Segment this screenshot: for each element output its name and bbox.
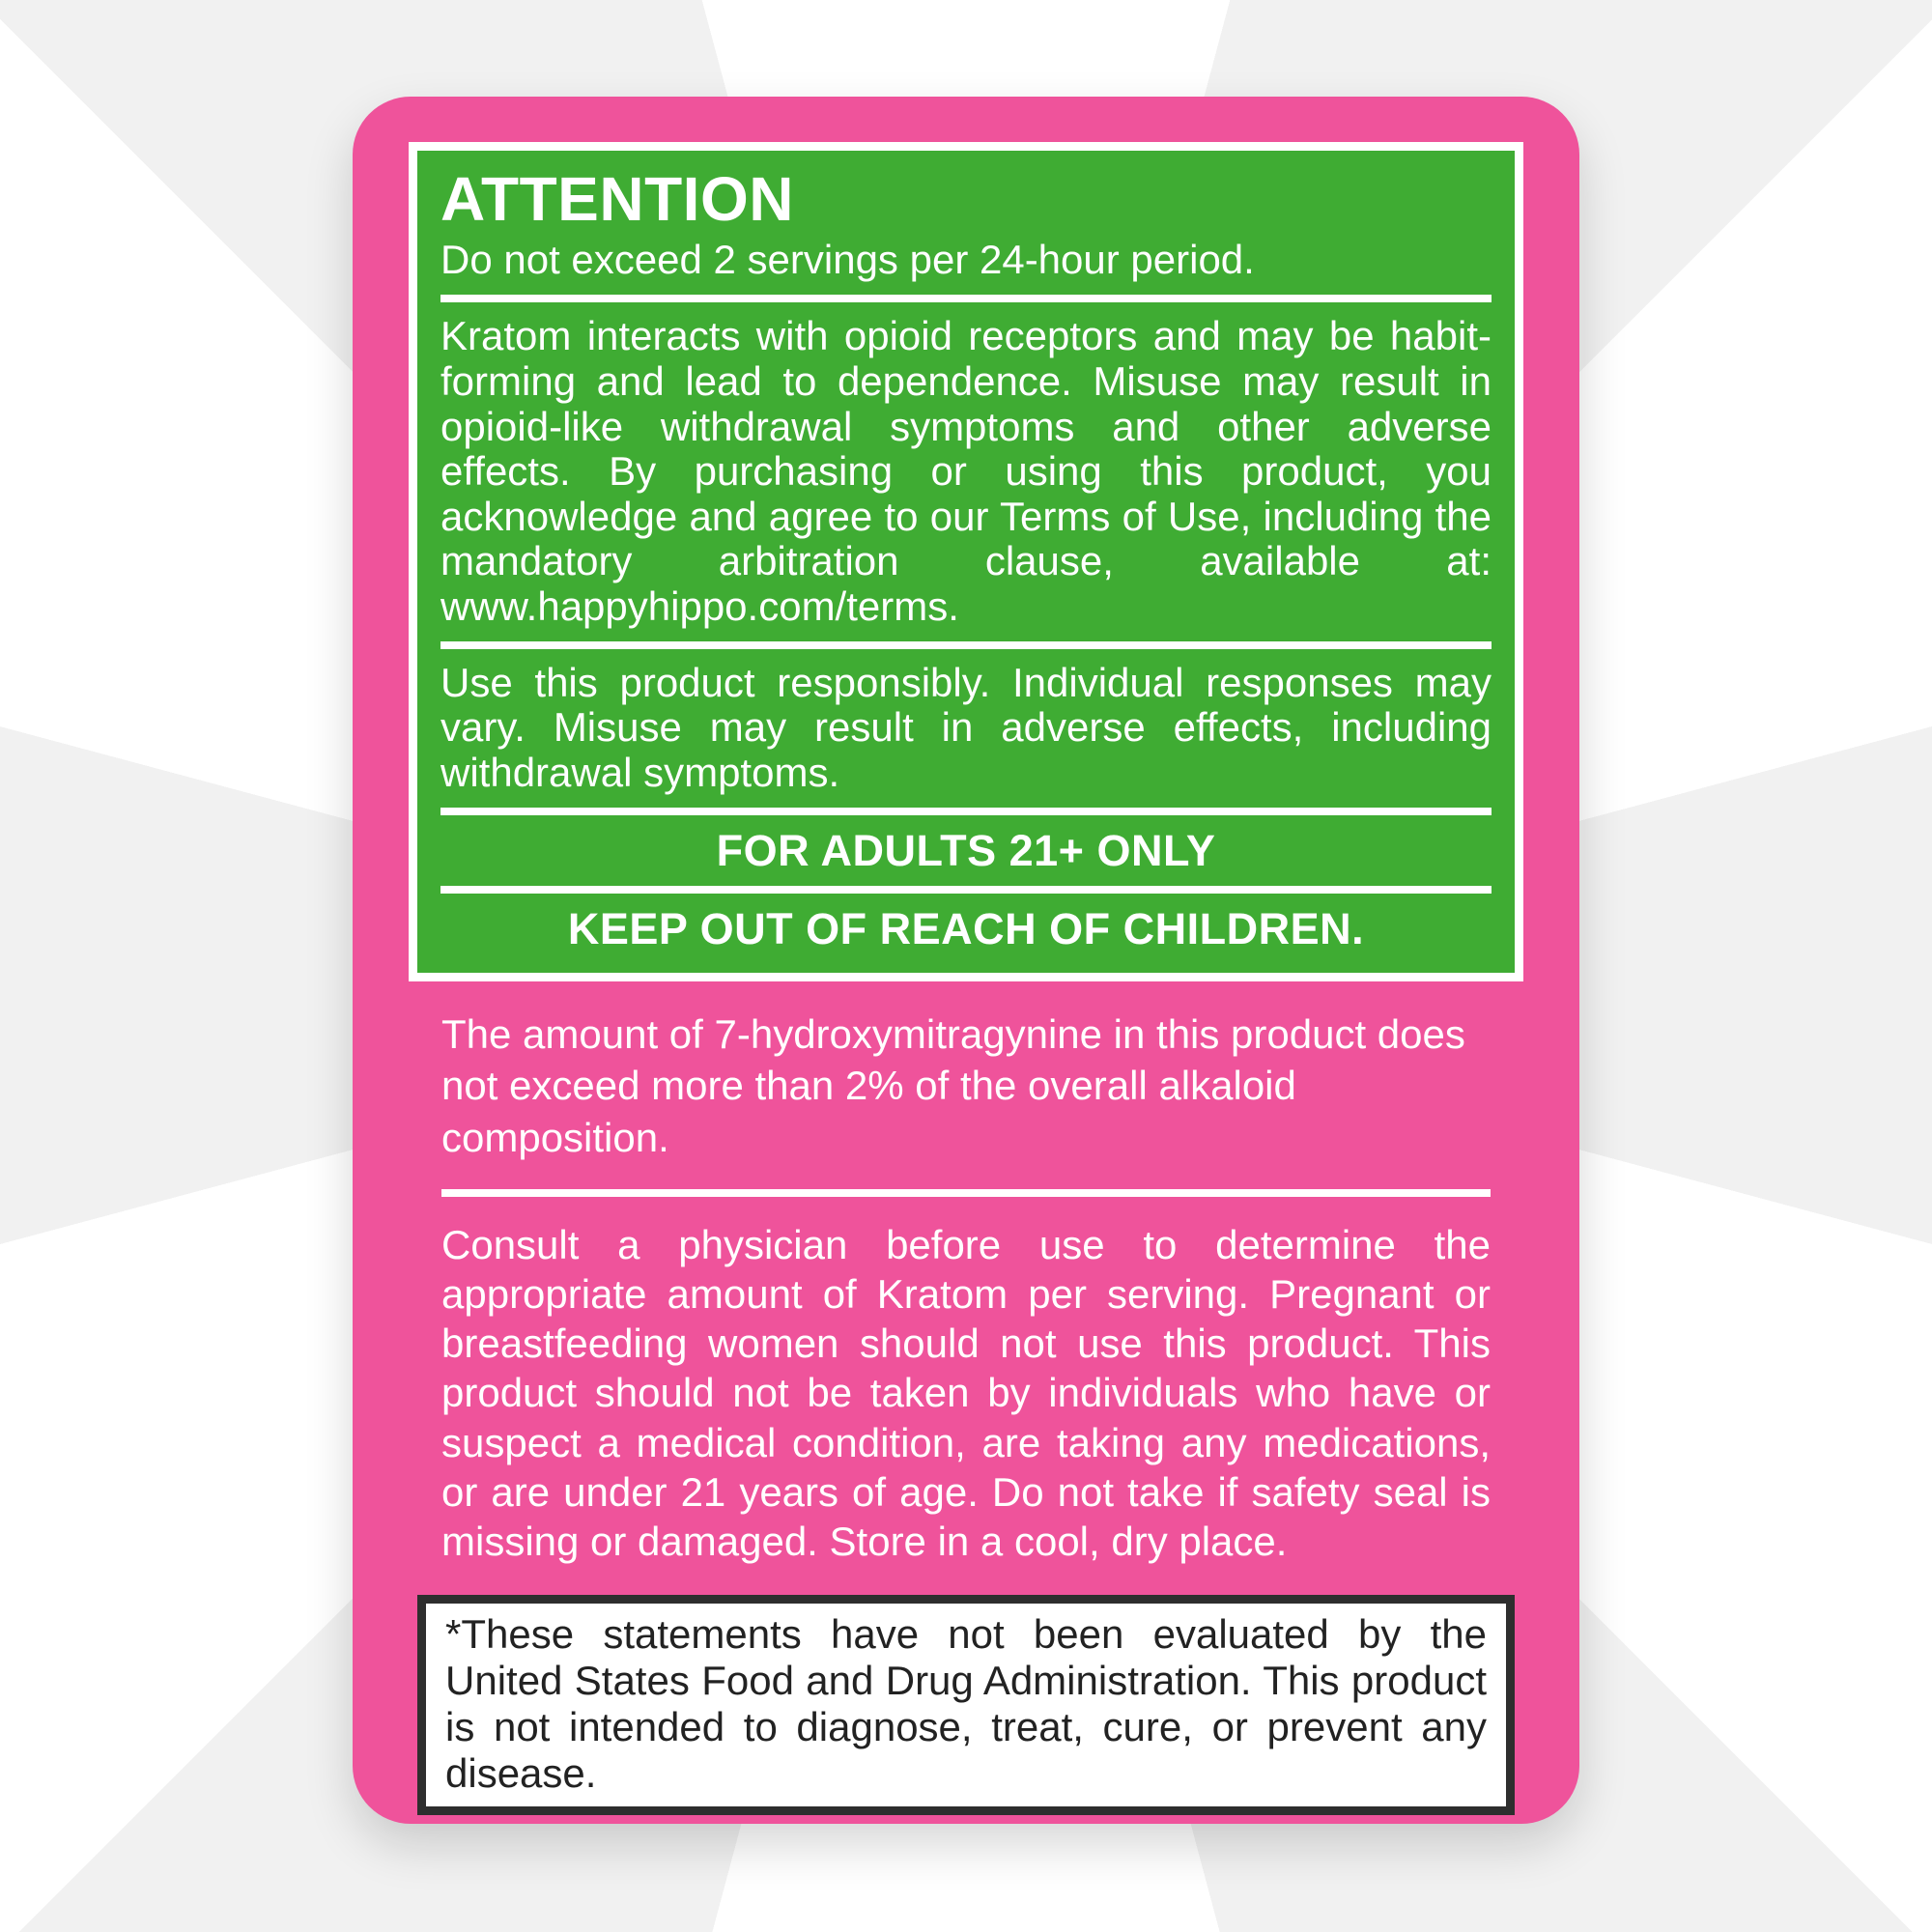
alkaloid-composition-text: The amount of 7-hydroxymitragynine in this product does not exceed more than 2% of the overall alkaloid composition. (441, 1010, 1465, 1160)
attention-panel (409, 142, 1523, 981)
fda-disclaimer-box (417, 1595, 1515, 1815)
pink-warning-section (409, 981, 1523, 1567)
divider-rule (441, 1189, 1491, 1197)
divider-rule (440, 295, 1492, 302)
physician-consult-warning-text: Consult a physician before use to determine the appropriate amount of Kratom per serving. Pregnant or breastfeeding women should not use this product. This product should not be taken by individuals who have or suspect a medical condition, are taking any medications, or are under 21 years of age. Do not take if safety seal is missing or damaged. Store in a cool, dry place. (441, 1221, 1491, 1565)
warning-label-card (353, 97, 1579, 1824)
kratom-interaction-warning-text: Kratom interacts with opioid receptors and may be habit-forming and lead to dependence. Misuse may result in opioid-like withdrawal symptoms and other adverse effects. By purchasing or using this product, you acknowledge and agree to our Terms of Use, including the mandatory arbitration clause, available at: www.happyhippo.com/terms. (440, 313, 1492, 630)
divider-rule (440, 641, 1492, 649)
fda-disclaimer-text: *These statements have not been evaluated by the United States Food and Drug Administration. This product is not intended to diagnose, treat, cure, or prevent any disease. (445, 1611, 1487, 1797)
responsible-use-text: Use this product responsibly. Individual responses may vary. Misuse may result in adverse effects, including withdrawal symptoms. (440, 659, 1492, 795)
serving-limit-text: Do not exceed 2 servings per 24-hour period. (440, 237, 1255, 283)
divider-rule (440, 808, 1492, 815)
keep-out-of-reach-text: KEEP OUT OF REACH OF CHILDREN. (567, 904, 1365, 953)
adults-only-text: FOR ADULTS 21+ ONLY (716, 825, 1216, 875)
divider-rule (440, 886, 1492, 894)
attention-heading: ATTENTION (440, 164, 794, 234)
